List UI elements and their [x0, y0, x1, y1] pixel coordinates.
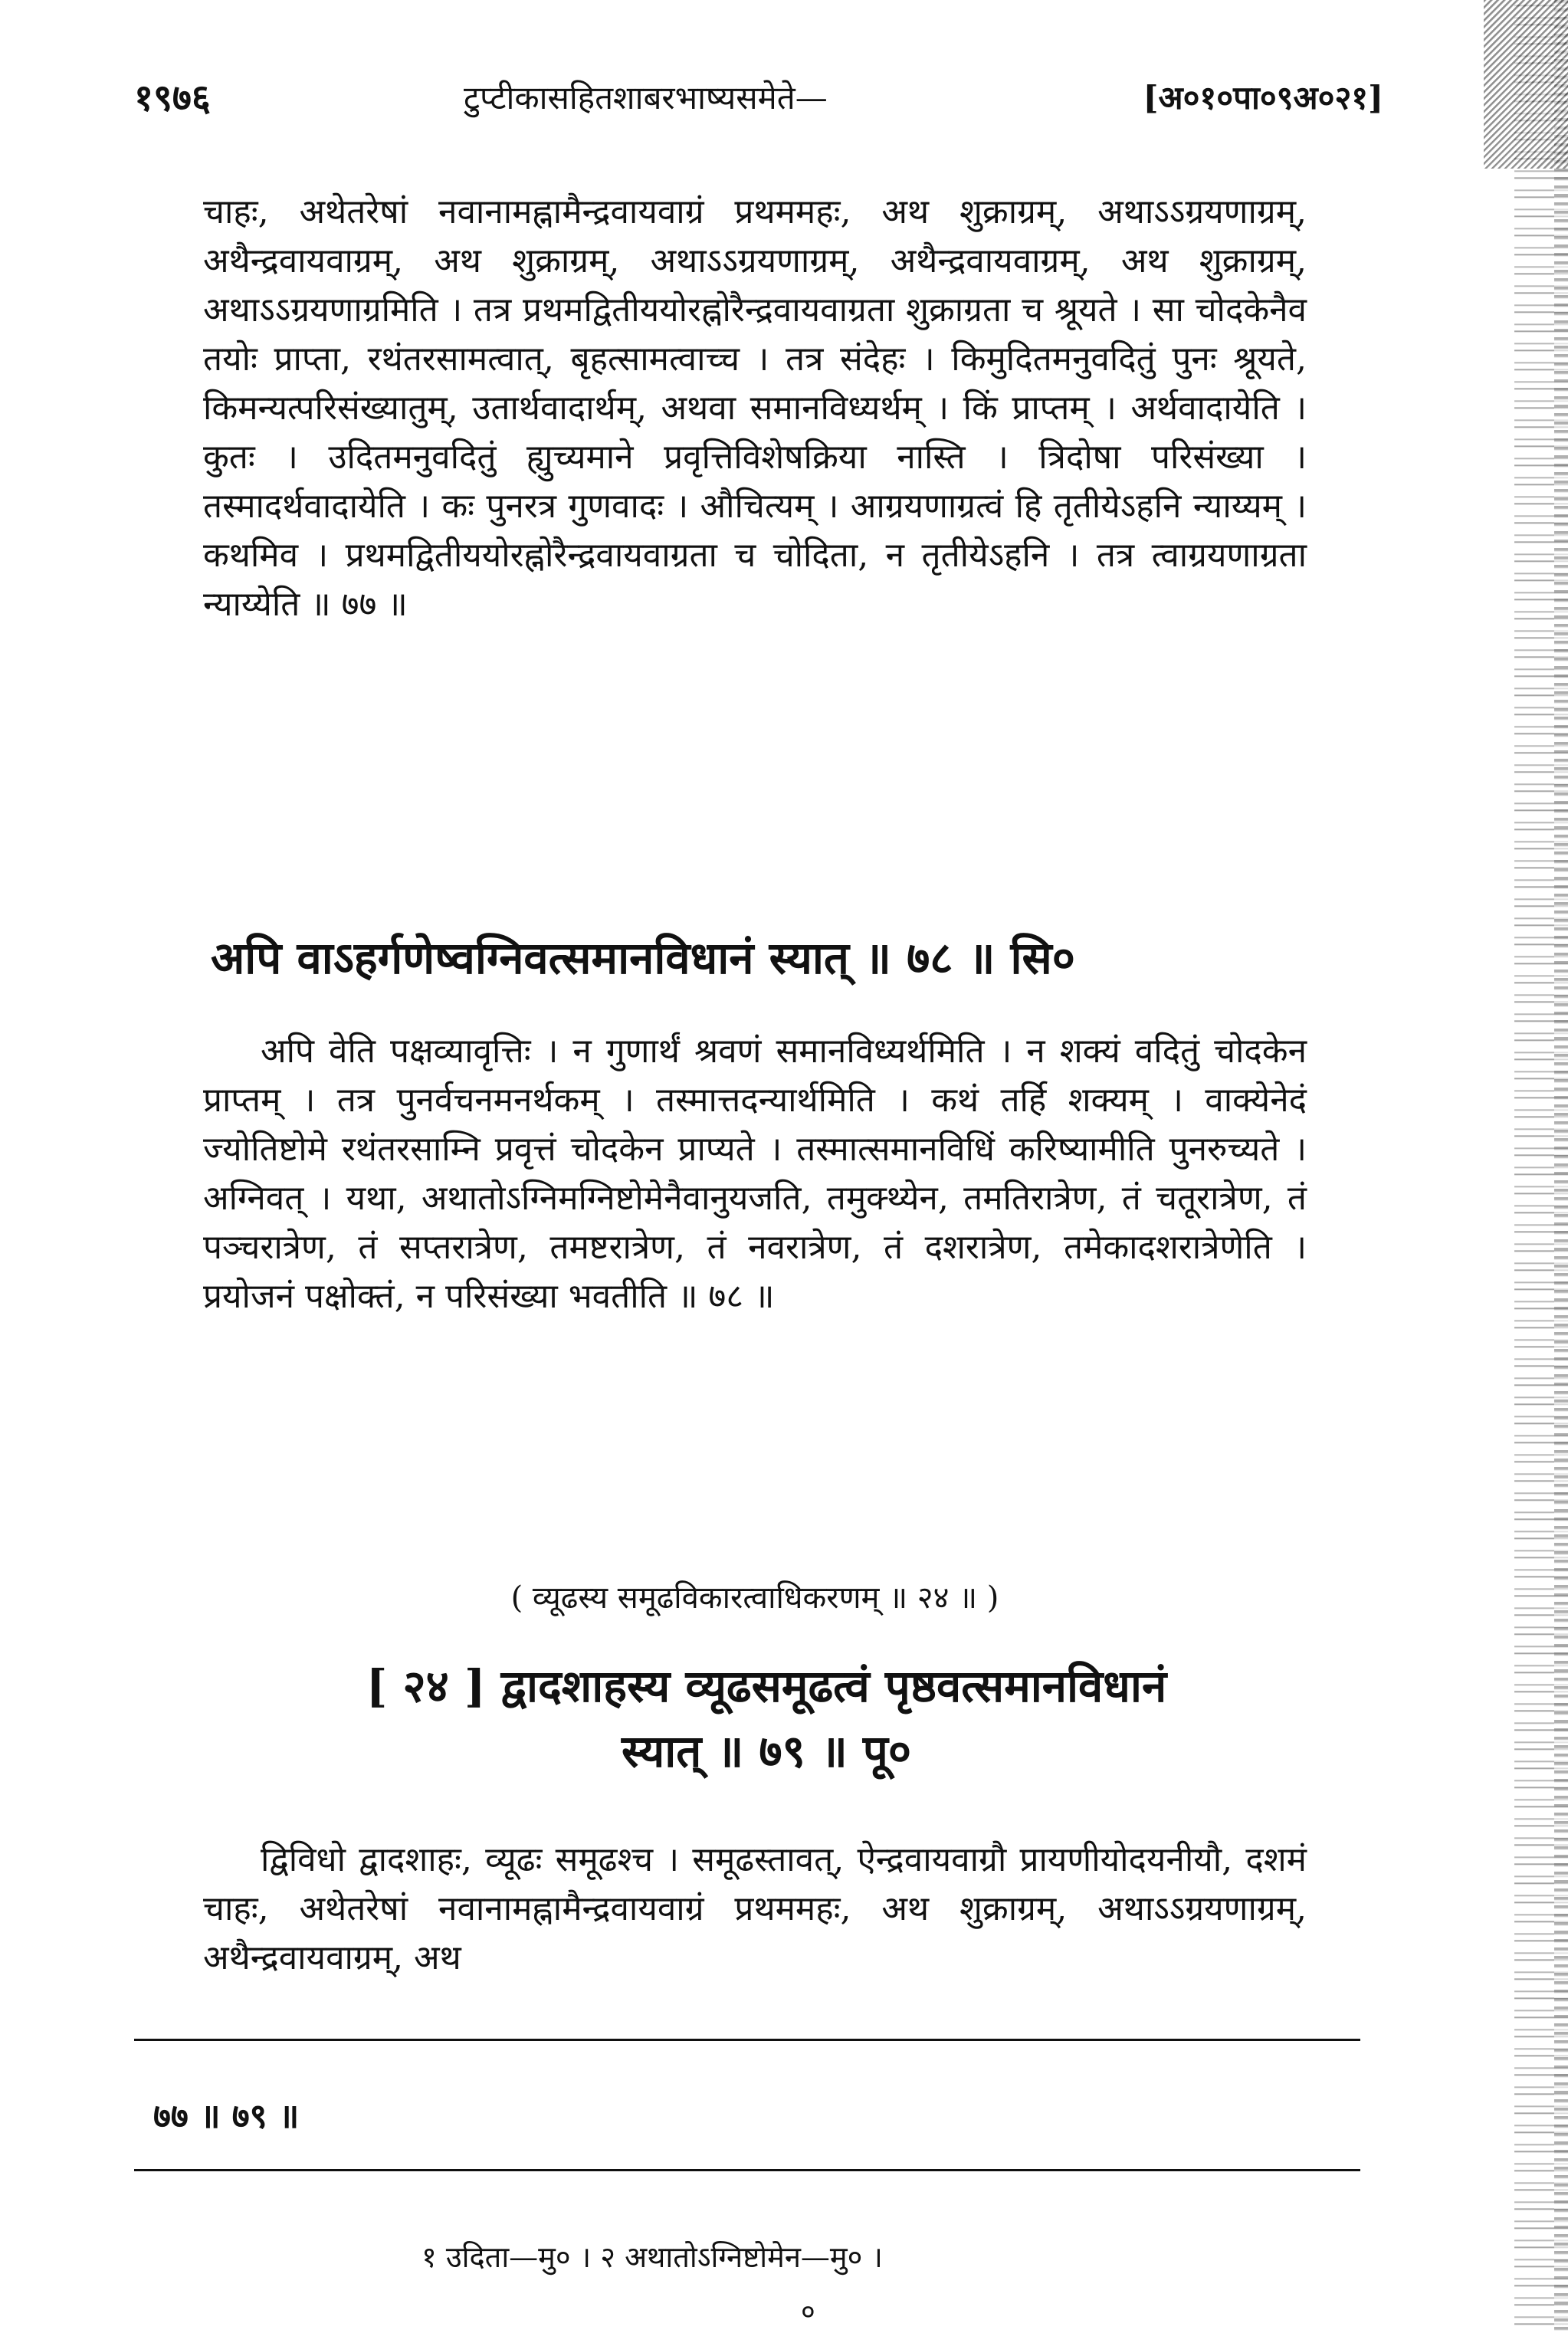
- sutra-78: अपि वाऽहर्गणेष्वग्निवत्समानविधानं स्यात् ॥ ७८ ॥ सि०: [211, 932, 1075, 984]
- running-title: टुप्टीकासहितशाबरभाष्यसमेते—: [464, 79, 828, 116]
- sutra-79-line-2: स्यात् ॥ ७९ ॥ पू०: [622, 1725, 911, 1777]
- commentary-paragraph: अपि वेति पक्षव्यावृत्तिः । न गुणार्थं श्रवणं समानविध्यर्थमिति । न शक्यं वदितुं चोदकेन प्राप्तम् । तत्र पुनर्वचनमनर्थकम् । तस्मात्तदन्यार्थमिति । कथं तर्हि शक्यम् । वाक्येनेदं ज्योतिष्टोमे रथंतरसाम्नि प्रवृत्तं चोदकेन प्राप्यते । तस्मात्समानविधिं करिष्यामीति पुनरुच्यते । अग्निवत् । यथा, अथातोऽग्निमग्निष्टोमेनैवानुयजति, तमुक्थ्येन, तमतिरात्रेण, तं चतूरात्रेण, तं पञ्चरात्रेण, तं सप्तरात्रेण, तमष्टरात्रेण, तं नवरात्रेण, तं दशरात्रेण, तमेकादशरात्रेणेति । प्रयोजनं पक्षोक्तं, न परिसंख्या भवतीति ॥ ७८ ॥: [203, 1032, 1307, 1316]
- commentary-paragraph: चाहः, अथेतरेषां नवानामह्नामैन्द्रवायवाग्रं प्रथममहः, अथ शुक्राग्रम्, अथाऽऽग्रयणाग्रम्, अथैन्द्रवायवाग्रम्, अथ शुक्राग्रम्, अथाऽऽग्रयणाग्रम्, अथैन्द्रवायवाग्रम्, अथ शुक्राग्रम्, अथाऽऽग्रयणाग्रमिति । तत्र प्रथमद्वितीययोरह्नोरैन्द्रवायवाग्रता शुक्राग्रता च श्रूयते । सा चोदकेनैव तयोः प्राप्ता, रथंतरसामत्वात्, बृहत्सामत्वाच्च । तत्र संदेहः । किमुदितमनुवदितुं पुनः श्रूयते, किमन्यत्परिसंख्यातुम्, उतार्थवादार्थम्, अथवा समानविध्यर्थम् । किं प्राप्तम् । अर्थवादायेति । कुतः । उदितमनुवदितुं ह्युच्यमाने प्रवृत्तिविशेषक्रिया नास्ति । त्रिदोषा परिसंख्या । तस्मादर्थवादायेति । कः पुनरत्र गुणवादः । औचित्यम् । आग्रयणाग्रत्वं हि तृतीयेऽहनि न्याय्यम् । कथमिव । प्रथमद्वितीययोरह्नोरैन्द्रवायवाग्रता च चोदिता, न तृतीयेऽहनि । तत्र त्वाग्रयणाग्रता न्याय्येति ॥ ७७ ॥: [203, 192, 1307, 624]
- commentary-block-3: [203, 1836, 1307, 1983]
- footnotes: १ उदिता—मु० । २ अथातोऽग्निष्टोमेन—मु० ।: [422, 2240, 883, 2274]
- section-reference: [अ०१०पा०९अ०२१]: [1143, 79, 1383, 116]
- binding-edge: [1514, 0, 1568, 2333]
- binding-edge-top: [1484, 0, 1568, 169]
- page-number: १९७६: [134, 77, 211, 120]
- sutra-79-line-1: [ २४ ] द्वादशाहस्य व्यूढसमूढत्वं पृष्ठवत्समानविधानं: [366, 1660, 1167, 1712]
- divider-rule: [134, 2039, 1360, 2041]
- sutra-number-index: ७७ ॥ ७९ ॥: [153, 2097, 300, 2136]
- commentary-paragraph: द्विविधो द्वादशाहः, व्यूढः समूढश्च । समूढस्तावत्, ऐन्द्रवायवाग्रौ प्रायणीयोदयनीयौ, दशमं चाहः, अथेतरेषां नवानामह्नामैन्द्रवायवाग्रं प्रथममहः, अथ शुक्राग्रम्, अथाऽऽग्रयणाग्रम्, अथैन्द्रवायवाग्रम्, अथ: [203, 1840, 1307, 1977]
- commentary-block-1: [203, 188, 1307, 629]
- commentary-block-2: [203, 1027, 1307, 1321]
- divider-rule: [134, 2169, 1360, 2171]
- page-header: [134, 67, 1383, 129]
- print-mark: ०: [801, 2296, 815, 2328]
- adhikarana-heading: ( व्यूढस्य समूढविकारत्वाधिकरणम् ॥ २४ ॥ ): [510, 1580, 999, 1616]
